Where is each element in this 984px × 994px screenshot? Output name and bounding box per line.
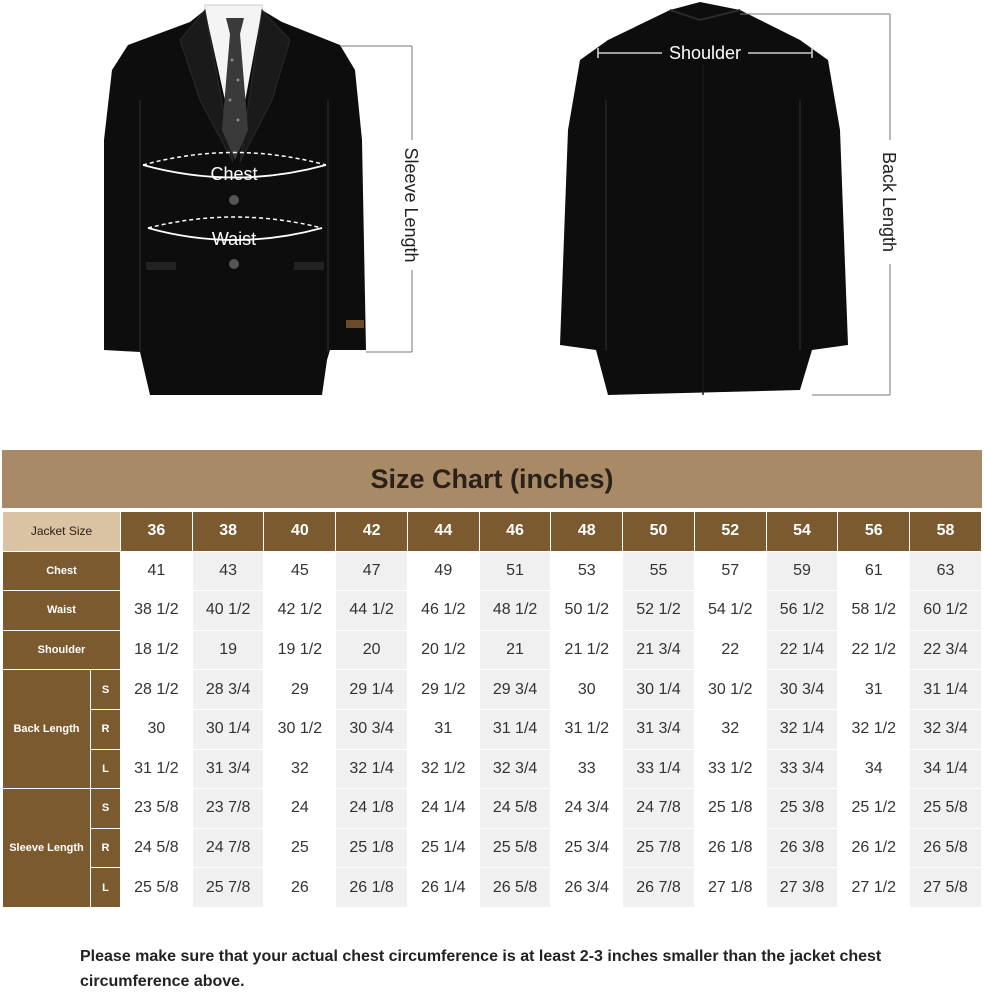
length-variant-label: L (91, 749, 121, 789)
table-cell: 43 (192, 551, 264, 591)
row-label: Chest (3, 551, 121, 591)
table-cell: 32 3/4 (479, 749, 551, 789)
table-cell: 32 1/2 (838, 709, 910, 749)
table-cell: 24 1/8 (336, 789, 408, 829)
size-chart-title: Size Chart (inches) (370, 463, 614, 494)
table-cell: 59 (766, 551, 838, 591)
table-cell: 30 3/4 (766, 670, 838, 710)
table-cell: 26 1/8 (336, 868, 408, 908)
table-row (3, 828, 982, 868)
table-cell: 25 1/8 (694, 789, 766, 829)
table-cell: 32 1/2 (407, 749, 479, 789)
length-variant-label: R (91, 828, 121, 868)
row-label: Waist (3, 591, 121, 631)
table-cell: 24 1/4 (407, 789, 479, 829)
table-cell: 28 3/4 (192, 670, 264, 710)
jacket-illustration (0, 0, 984, 440)
table-cell: 31 1/2 (551, 709, 623, 749)
table-cell: 25 5/8 (121, 868, 193, 908)
table-cell: 30 3/4 (336, 709, 408, 749)
table-cell: 19 (192, 630, 264, 670)
table-cell: 22 1/4 (766, 630, 838, 670)
size-column-header: 38 (192, 512, 264, 552)
table-cell: 21 3/4 (623, 630, 695, 670)
table-cell: 26 5/8 (910, 828, 982, 868)
table-cell: 30 1/2 (694, 670, 766, 710)
table-cell: 22 1/2 (838, 630, 910, 670)
table-cell: 18 1/2 (121, 630, 193, 670)
table-cell: 61 (838, 551, 910, 591)
table-cell: 31 1/2 (121, 749, 193, 789)
table-cell: 31 1/4 (910, 670, 982, 710)
row-label: Shoulder (3, 630, 121, 670)
table-row (3, 868, 982, 908)
table-cell: 49 (407, 551, 479, 591)
table-cell: 29 (264, 670, 336, 710)
size-chart-table (2, 511, 982, 908)
table-cell: 46 1/2 (407, 591, 479, 631)
table-cell: 57 (694, 551, 766, 591)
table-cell: 56 1/2 (766, 591, 838, 631)
size-column-header: 48 (551, 512, 623, 552)
table-cell: 20 1/2 (407, 630, 479, 670)
table-cell: 26 (264, 868, 336, 908)
table-cell: 21 (479, 630, 551, 670)
table-cell: 26 1/2 (838, 828, 910, 868)
size-column-header: 42 (336, 512, 408, 552)
table-row (3, 789, 982, 829)
table-cell: 30 1/4 (192, 709, 264, 749)
table-row (3, 551, 982, 591)
table-cell: 30 1/2 (264, 709, 336, 749)
table-cell: 58 1/2 (838, 591, 910, 631)
table-cell: 22 (694, 630, 766, 670)
table-cell: 27 1/8 (694, 868, 766, 908)
size-column-header: 46 (479, 512, 551, 552)
table-cell: 25 5/8 (910, 789, 982, 829)
table-row (3, 591, 982, 631)
sizing-note: Please make sure that your actual chest circumference is at least 2-3 inches smaller than the jacket chest circumference above. (80, 948, 882, 990)
size-column-header: 50 (623, 512, 695, 552)
table-cell: 26 3/8 (766, 828, 838, 868)
table-cell: 32 (694, 709, 766, 749)
row-label: Back Length (3, 670, 91, 789)
table-cell: 63 (910, 551, 982, 591)
table-cell: 32 1/4 (766, 709, 838, 749)
back-length-label: Back Length (879, 151, 899, 253)
table-header-row (3, 512, 982, 552)
table-cell: 25 7/8 (192, 868, 264, 908)
table-cell: 24 3/4 (551, 789, 623, 829)
table-cell: 31 (838, 670, 910, 710)
length-variant-label: S (91, 670, 121, 710)
table-row (3, 749, 982, 789)
table-cell: 31 3/4 (192, 749, 264, 789)
table-cell: 47 (336, 551, 408, 591)
size-column-header: 54 (766, 512, 838, 552)
size-chart-title-bar (2, 450, 982, 508)
table-cell: 25 3/8 (766, 789, 838, 829)
table-cell: 25 5/8 (479, 828, 551, 868)
table-cell: 26 5/8 (479, 868, 551, 908)
table-cell: 29 1/2 (407, 670, 479, 710)
table-cell: 25 (264, 828, 336, 868)
table-cell: 25 1/2 (838, 789, 910, 829)
table-cell: 25 3/4 (551, 828, 623, 868)
table-cell: 25 1/8 (336, 828, 408, 868)
table-cell: 22 3/4 (910, 630, 982, 670)
table-cell: 26 3/4 (551, 868, 623, 908)
table-cell: 29 1/4 (336, 670, 408, 710)
table-cell: 28 1/2 (121, 670, 193, 710)
length-variant-label: L (91, 868, 121, 908)
size-column-header: 44 (407, 512, 479, 552)
table-cell: 53 (551, 551, 623, 591)
table-cell: 31 (407, 709, 479, 749)
size-column-header: 56 (838, 512, 910, 552)
length-variant-label: R (91, 709, 121, 749)
table-row (3, 670, 982, 710)
table-cell: 27 3/8 (766, 868, 838, 908)
table-cell: 45 (264, 551, 336, 591)
table-cell: 27 5/8 (910, 868, 982, 908)
table-cell: 24 7/8 (623, 789, 695, 829)
table-cell: 51 (479, 551, 551, 591)
table-cell: 32 (264, 749, 336, 789)
table-cell: 40 1/2 (192, 591, 264, 631)
size-column-header: 36 (121, 512, 193, 552)
table-cell: 42 1/2 (264, 591, 336, 631)
table-cell: 48 1/2 (479, 591, 551, 631)
table-cell: 34 1/4 (910, 749, 982, 789)
table-cell: 44 1/2 (336, 591, 408, 631)
table-cell: 26 1/4 (407, 868, 479, 908)
table-cell: 33 1/4 (623, 749, 695, 789)
table-cell: 38 1/2 (121, 591, 193, 631)
table-cell: 33 1/2 (694, 749, 766, 789)
table-cell: 23 7/8 (192, 789, 264, 829)
table-row (3, 630, 982, 670)
table-cell: 54 1/2 (694, 591, 766, 631)
table-cell: 30 (551, 670, 623, 710)
table-cell: 19 1/2 (264, 630, 336, 670)
table-cell: 31 1/4 (479, 709, 551, 749)
table-cell: 25 7/8 (623, 828, 695, 868)
shoulder-label: Shoulder (668, 43, 742, 63)
table-cell: 21 1/2 (551, 630, 623, 670)
table-cell: 23 5/8 (121, 789, 193, 829)
table-cell: 30 1/4 (623, 670, 695, 710)
table-cell: 33 (551, 749, 623, 789)
size-column-header: 52 (694, 512, 766, 552)
jacket-diagram (0, 0, 984, 440)
sleeve-length-label: Sleeve Length (401, 147, 421, 263)
length-variant-label: S (91, 789, 121, 829)
table-row (3, 709, 982, 749)
table-cell: 24 5/8 (121, 828, 193, 868)
row-label: Sleeve Length (3, 789, 91, 908)
table-cell: 55 (623, 551, 695, 591)
table-cell: 32 3/4 (910, 709, 982, 749)
waist-label: Waist (211, 229, 257, 249)
table-cell: 41 (121, 551, 193, 591)
size-column-header: 58 (910, 512, 982, 552)
table-cell: 29 3/4 (479, 670, 551, 710)
table-cell: 34 (838, 749, 910, 789)
table-cell: 26 1/8 (694, 828, 766, 868)
table-cell: 24 (264, 789, 336, 829)
jacket-size-header: Jacket Size (3, 512, 121, 552)
chest-label: Chest (210, 164, 258, 184)
table-cell: 20 (336, 630, 408, 670)
table-cell: 26 7/8 (623, 868, 695, 908)
table-cell: 32 1/4 (336, 749, 408, 789)
table-cell: 31 3/4 (623, 709, 695, 749)
jacket-front-image (104, 5, 366, 395)
table-cell: 60 1/2 (910, 591, 982, 631)
table-cell: 24 7/8 (192, 828, 264, 868)
table-cell: 27 1/2 (838, 868, 910, 908)
size-column-header: 40 (264, 512, 336, 552)
table-cell: 24 5/8 (479, 789, 551, 829)
table-cell: 30 (121, 709, 193, 749)
table-cell: 52 1/2 (623, 591, 695, 631)
table-cell: 25 1/4 (407, 828, 479, 868)
table-cell: 50 1/2 (551, 591, 623, 631)
table-cell: 33 3/4 (766, 749, 838, 789)
